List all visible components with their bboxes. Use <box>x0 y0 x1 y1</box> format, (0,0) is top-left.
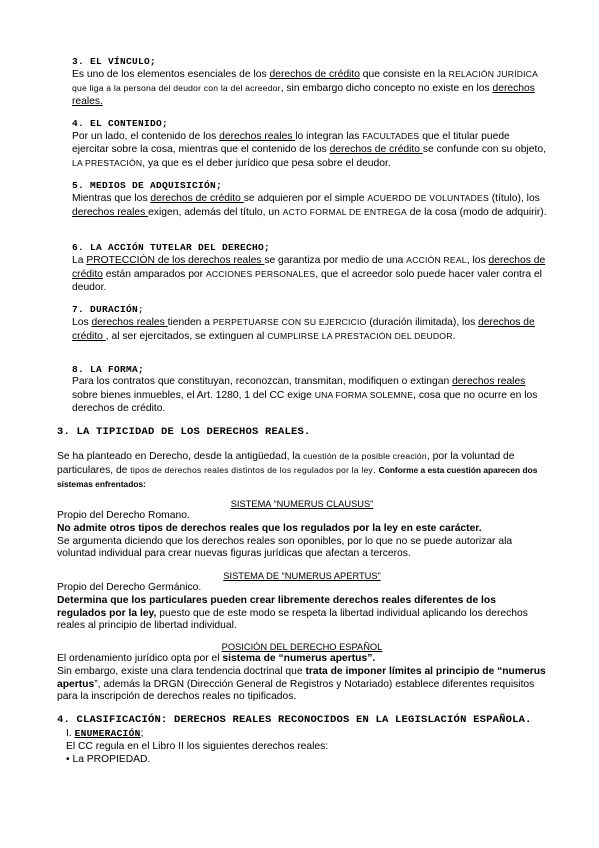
subsection-heading: I. ENUMERACIÓN; <box>66 728 144 739</box>
section-accion-tutelar <box>57 242 547 294</box>
derechos-list <box>57 754 547 767</box>
system-line: Propio del Derecho Germánico. <box>57 582 202 593</box>
section-vinculo <box>57 56 547 108</box>
system-heading: POSICIÓN DEL DERECHO ESPAÑOL <box>221 642 383 652</box>
section-forma <box>57 364 547 415</box>
section-body: Para los contratos que constituyan, reconozcan, transmitan, modifiquen o extingan derechos reales sobre bienes inmuebles, el Art. 1280, 1 del CC exige UNA FORMA SOLEMNE, cosa que no ocurre en los derechos de crédito. <box>72 376 538 414</box>
section-body: Se ha planteado en Derecho, desde la antigüedad, la cuestión de la posible creación, por la voluntad de particulares, de tipos de derechos reales distintos de los regulados por la ley. Conforme a esta cuestión aparecen dos sistemas enfrentados: <box>57 451 538 489</box>
section-title: 6. LA ACCIÓN TUTELAR DEL DERECHO; <box>72 242 271 253</box>
section-contenido <box>57 118 547 170</box>
system-line: No admite otros tipos de derechos reales que los regulados por la ley en este carácter. <box>57 522 482 534</box>
section-body: Los derechos reales tienden a PERPETUARSE CON SU EJERCICIO (duración ilimitada), los derechos de crédito , al ser ejercitados, se extinguen al CUMPLIRSE LA PRESTACIÓN DEL DEUDOR. <box>72 317 535 342</box>
system-line: Sin embargo, existe una clara tendencia doctrinal que trata de imponer límites al principio de “numerus apertus”, además la DRGN (Dirección General de Registros y Notariado) establece diferentes requisitos para la inscripción de derechos reales no tipificados. <box>57 665 546 703</box>
section-numerus-clausus <box>57 498 547 561</box>
section-derecho-espanol <box>57 641 547 704</box>
chapter-title: 3. LA TIPICIDAD DE LOS DERECHOS REALES. <box>57 426 311 438</box>
system-heading: SISTEMA “NUMERUS CLAUSUS” <box>230 499 374 509</box>
section-tipicidad <box>57 426 547 491</box>
section-duracion <box>57 304 547 344</box>
system-line: Se argumenta diciendo que los derechos reales son oponibles, por lo que no se puede autorizar ala voluntad individual para crear nuevas figuras jurídicas que afectan a terceros. <box>57 535 513 560</box>
section-body: Mientras que los derechos de crédito se adquieren por el simple ACUERDO DE VOLUNTADES (título), los derechos reales exigen, además del título, un ACTO FORMAL DE ENTREGA de la cosa (modo de adquirir). <box>72 193 547 218</box>
section-title: 7. DURACIÓN; <box>72 304 145 315</box>
section-body: El CC regula en el Libro II los siguientes derechos reales: <box>66 740 329 752</box>
section-numerus-apertus <box>57 570 547 633</box>
system-line: Determina que los particulares pueden crear libremente derechos reales diferentes de los regulados por la ley, puesto que de este modo se respeta la libertad individual aplicando los derechos reales al principio de libertad individual. <box>57 594 528 632</box>
section-title: 5. MEDIOS DE ADQUISICIÓN; <box>72 180 223 191</box>
section-body: La PROTECCIÓN de los derechos reales se garantiza por medio de una ACCIÓN REAL, los derechos de crédito están amparados por ACCIONES PERSONALES, que el acreedor solo puede hacer valer contra el deudor. <box>72 255 546 293</box>
section-title: 4. EL CONTENIDO; <box>72 118 169 129</box>
list-item: • La PROPIEDAD. <box>66 753 151 765</box>
section-clasificacion <box>57 714 547 766</box>
section-body: Es uno de los elementos esenciales de los derechos de crédito que consiste en la RELACIÓN JURÍDICA que liga a la persona del deudor con la del acreedor, sin embargo dicho concepto no existe en los derechos reales. <box>72 69 538 107</box>
chapter-title: 4. CLASIFICACIÓN: DERECHOS REALES RECONOCIDOS EN LA LEGISLACIÓN ESPAÑOLA. <box>57 714 532 726</box>
section-body: Por un lado, el contenido de los derechos reales lo integran las FACULTADES que el titular puede ejercitar sobre la cosa, mientras que el contenido de los derechos de crédito se confunde con su objeto, LA PRESTACIÓN, ya que es el deber jurídico que pesa sobre el deudor. <box>72 131 546 169</box>
system-line: Propio del Derecho Romano. <box>57 510 190 521</box>
section-title: 8. LA FORMA; <box>72 364 145 375</box>
section-medios-adquisicion <box>57 180 547 220</box>
section-title: 3. EL VÍNCULO; <box>72 56 157 67</box>
system-line: El ordenamiento jurídico opta por el sistema de “numerus apertus”. <box>57 653 376 664</box>
system-heading: SISTEMA DE “NUMERUS APERTUS” <box>223 571 381 581</box>
